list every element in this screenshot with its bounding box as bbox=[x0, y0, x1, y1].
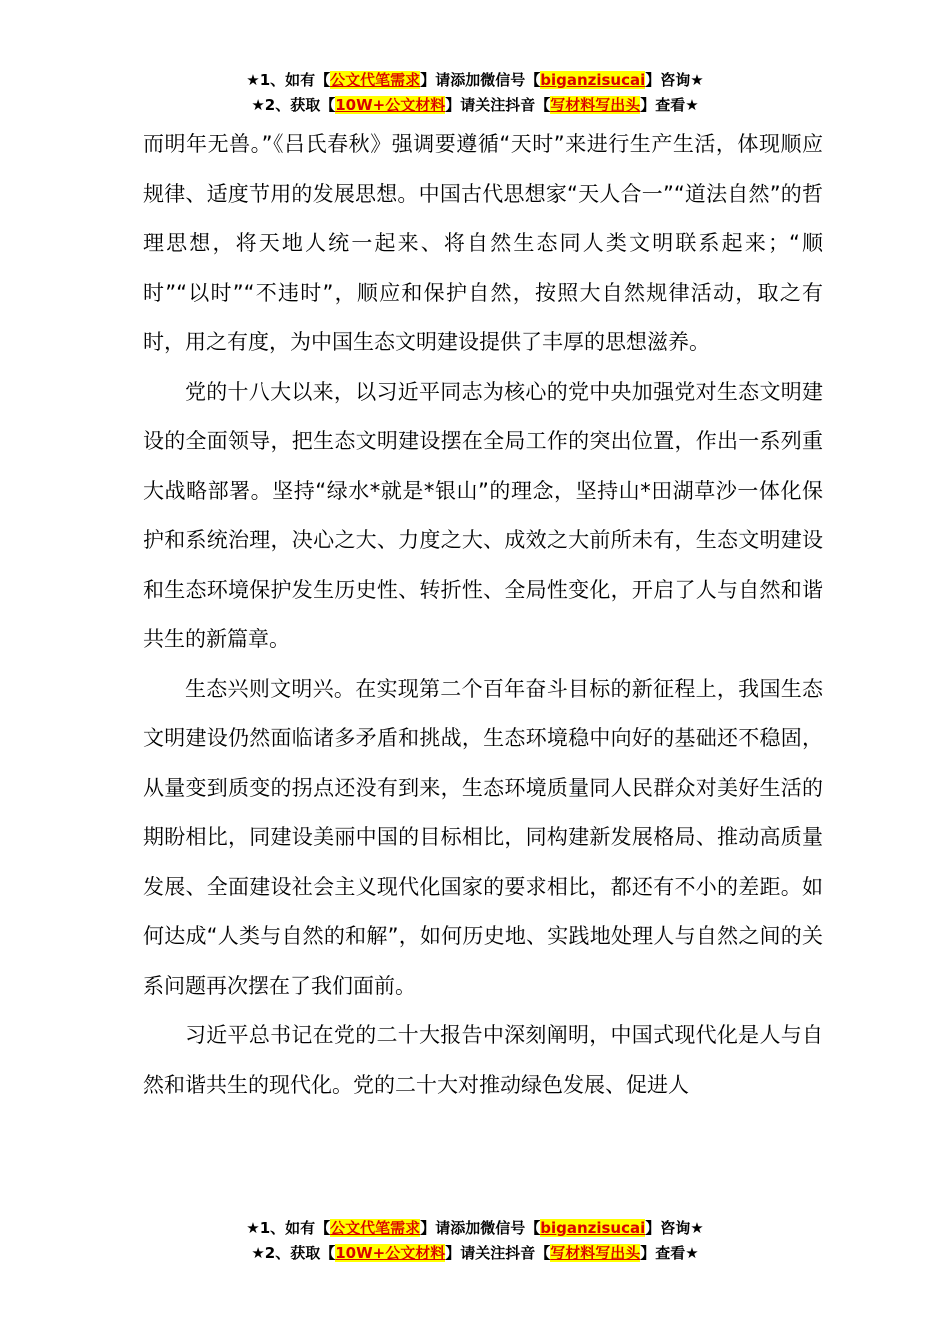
highlight-wechat-id: biganzisucai bbox=[540, 1219, 646, 1237]
highlight-service: 公文代笔需求 bbox=[330, 71, 421, 89]
paragraph-2: 党的十八大以来，以习近平同志为核心的党中央加强党对生态文明建设的全面领导，把生态文明建设摆在全局工作的突出位置，作出一系列重大战略部署。坚持“绿水*就是*银山”的理念，坚持山*田湖草沙一体化保护和系统治理，决心之大、力度之大、成效之大前所未有，生态文明建设和生态环境保护发生历史性、转折性、全局性变化，开启了人与自然和谐共生的新篇章。 bbox=[143, 379, 823, 651]
document-body bbox=[143, 120, 823, 1110]
highlight-wechat-id: biganzisucai bbox=[540, 71, 646, 89]
highlight-douyin-account: 写材料写出头 bbox=[550, 1244, 641, 1262]
paragraph-4: 习近平总书记在党的二十大报告中深刻阐明，中国式现代化是人与自然和谐共生的现代化。党的二十大对推动绿色发展、促进人 bbox=[143, 1023, 823, 1097]
header-banner bbox=[0, 68, 950, 118]
footer-banner bbox=[0, 1216, 950, 1266]
highlight-materials: 10W+公文材料 bbox=[335, 1244, 446, 1262]
paragraph-3: 生态兴则文明兴。在实现第二个百年奋斗目标的新征程上，我国生态文明建设仍然面临诸多矛盾和挑战，生态环境稳中向好的基础还不稳固，从量变到质变的拐点还没有到来，生态环境质量同人民群众对美好生活的期盼相比，同建设美丽中国的目标相比，同构建新发展格局、推动高质量发展、全面建设社会主义现代化国家的要求相比，都还有不小的差距。如何达成“人类与自然的和解”，如何历史地、实践地处理人与自然之间的关系问题再次摆在了我们面前。 bbox=[143, 676, 823, 998]
highlight-materials: 10W+公文材料 bbox=[335, 96, 446, 114]
banner-line-2: ★2、获取【10W+公文材料】请关注抖音【写材料写出头】查看★ bbox=[251, 96, 699, 114]
paragraph-1: 而明年无兽。”《吕氏春秋》强调要遵循“天时”来进行生产生活，体现顺应规律、适度节用的发展思想。中国古代思想家“天人合一”“道法自然”的哲理思想，将天地人统一起来、将自然生态同人类文明联系起来；“顺时”“以时”“不违时”，顺应和保护自然，按照大自然规律活动，取之有时，用之有度，为中国生态文明建设提供了丰厚的思想滋养。 bbox=[143, 132, 823, 354]
banner-line-1: ★1、如有【公文代笔需求】请添加微信号【biganzisucai】咨询★ bbox=[246, 71, 704, 89]
highlight-douyin-account: 写材料写出头 bbox=[550, 96, 641, 114]
banner-line-2: ★2、获取【10W+公文材料】请关注抖音【写材料写出头】查看★ bbox=[251, 1244, 699, 1262]
banner-line-1: ★1、如有【公文代笔需求】请添加微信号【biganzisucai】咨询★ bbox=[246, 1219, 704, 1237]
highlight-service: 公文代笔需求 bbox=[330, 1219, 421, 1237]
